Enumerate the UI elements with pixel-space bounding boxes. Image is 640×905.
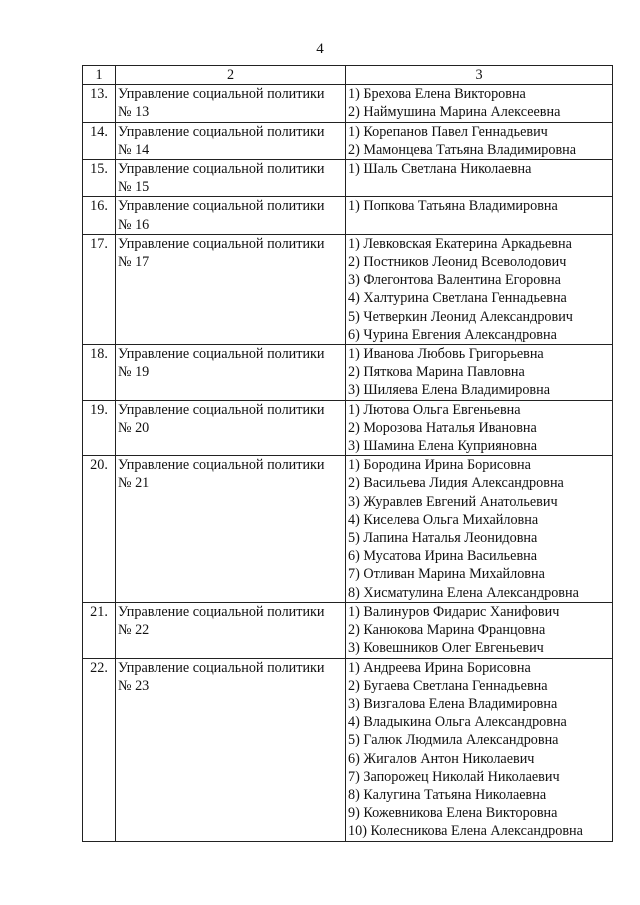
persons-cell (346, 234, 613, 344)
table-row (83, 197, 613, 234)
person-name: 7) Отливан Марина Михайловна (348, 566, 545, 583)
department-cell (116, 456, 346, 603)
table-row (83, 345, 613, 401)
department-name: Управление социальной политики (118, 603, 325, 620)
department-name: Управление социальной политики (118, 457, 325, 474)
person-name: 2) Постников Леонид Всеволодович (348, 254, 567, 271)
page-number: 4 (316, 41, 324, 57)
table-row (83, 456, 613, 603)
department-cell (116, 400, 346, 456)
department-number: № 15 (118, 179, 150, 196)
person-name: 1) Валинуров Фидарис Ханифович (348, 603, 560, 620)
row-number: 20. (83, 456, 116, 603)
person-name: 3) Шиляева Елена Владимировна (348, 382, 551, 399)
row-number: 18. (83, 345, 116, 401)
table-row (83, 658, 613, 841)
person-name: 1) Попкова Татьяна Владимировна (348, 198, 558, 215)
person-name: 1) Андреева Ирина Борисовна (348, 659, 531, 676)
department-cell (116, 197, 346, 234)
person-name: 5) Четверкин Леонид Александрович (348, 308, 573, 325)
person-name: 2) Васильева Лидия Александровна (348, 475, 564, 492)
department-name: Управление социальной политики (118, 346, 325, 363)
row-number: 19. (83, 400, 116, 456)
department-cell (116, 658, 346, 841)
person-name: 8) Калугина Татьяна Николаевна (348, 786, 547, 803)
person-name: 2) Пяткова Марина Павловна (348, 364, 525, 381)
person-name: 2) Наймушина Марина Алексеевна (348, 104, 561, 121)
table-row (83, 85, 613, 122)
persons-cell (346, 160, 613, 197)
table-row (83, 234, 613, 344)
person-name: 1) Левковская Екатерина Аркадьевна (348, 235, 572, 252)
person-name: 5) Галюк Людмила Александровна (348, 732, 559, 749)
department-number: № 20 (118, 419, 150, 436)
department-name: Управление социальной политики (118, 161, 325, 178)
persons-cell (346, 122, 613, 159)
table-body (83, 85, 613, 841)
person-name: 6) Жигалов Антон Николаевич (348, 750, 535, 767)
table-row (83, 400, 613, 456)
person-name: 3) Шамина Елена Куприяновна (348, 438, 538, 455)
header-row (83, 66, 613, 85)
department-cell (116, 345, 346, 401)
department-name: Управление социальной политики (118, 235, 325, 252)
persons-cell (346, 197, 613, 234)
persons-cell (346, 85, 613, 122)
person-name: 2) Бугаева Светлана Геннадьевна (348, 677, 548, 694)
persons-cell (346, 400, 613, 456)
person-name: 1) Шаль Светлана Николаевна (348, 161, 532, 178)
row-number: 21. (83, 602, 116, 658)
row-number: 17. (83, 234, 116, 344)
row-number: 14. (83, 122, 116, 159)
person-name: 2) Морозова Наталья Ивановна (348, 419, 537, 436)
person-name: 1) Иванова Любовь Григорьевна (348, 346, 544, 363)
person-name: 9) Кожевникова Елена Викторовна (348, 805, 558, 822)
department-name: Управление социальной политики (118, 86, 325, 103)
department-cell (116, 234, 346, 344)
person-name: 3) Журавлев Евгений Анатольевич (348, 493, 558, 510)
persons-cell (346, 602, 613, 658)
department-cell (116, 602, 346, 658)
persons-cell (346, 456, 613, 603)
table-row (83, 122, 613, 159)
department-name: Управление социальной политики (118, 659, 325, 676)
person-name: 1) Бородина Ирина Борисовна (348, 457, 531, 474)
person-name: 1) Брехова Елена Викторовна (348, 86, 526, 103)
person-name: 3) Флегонтова Валентина Егоровна (348, 272, 561, 289)
person-name: 4) Киселева Ольга Михайловна (348, 511, 539, 528)
department-number: № 13 (118, 104, 150, 121)
column-header-persons: 3 (346, 66, 613, 85)
person-name: 2) Канюкова Марина Францовна (348, 622, 546, 639)
person-name: 1) Лютова Ольга Евгеньевна (348, 401, 521, 418)
department-cell (116, 160, 346, 197)
row-number: 15. (83, 160, 116, 197)
row-number: 22. (83, 658, 116, 841)
person-name: 2) Мамонцева Татьяна Владимировна (348, 141, 577, 158)
department-number: № 16 (118, 216, 150, 233)
person-name: 1) Корепанов Павел Геннадьевич (348, 123, 548, 140)
person-name: 4) Владыкина Ольга Александровна (348, 714, 567, 731)
department-name: Управление социальной политики (118, 123, 325, 140)
department-name: Управление социальной политики (118, 198, 325, 215)
department-number: № 19 (118, 364, 150, 381)
department-number: № 22 (118, 622, 150, 639)
department-number: № 17 (118, 254, 150, 271)
person-name: 8) Хисматулина Елена Александровна (348, 584, 579, 601)
department-cell (116, 122, 346, 159)
department-number: № 21 (118, 475, 150, 492)
person-name: 5) Лапина Наталья Леонидовна (348, 530, 538, 547)
person-name: 4) Халтурина Светлана Геннадьевна (348, 290, 567, 307)
members-table (82, 65, 613, 842)
person-name: 3) Ковешников Олег Евгеньевич (348, 640, 544, 657)
department-number: № 14 (118, 141, 150, 158)
persons-cell (346, 345, 613, 401)
person-name: 6) Мусатова Ирина Васильевна (348, 548, 538, 565)
person-name: 3) Визгалова Елена Владимировна (348, 695, 558, 712)
person-name: 10) Колесникова Елена Александровна (348, 823, 583, 840)
persons-cell (346, 658, 613, 841)
department-name: Управление социальной политики (118, 401, 325, 418)
person-name: 6) Чурина Евгения Александровна (348, 326, 557, 343)
department-cell (116, 85, 346, 122)
table-row (83, 160, 613, 197)
person-name: 7) Запорожец Николай Николаевич (348, 768, 560, 785)
table-row (83, 602, 613, 658)
column-header-department: 2 (116, 66, 346, 85)
column-header-number: 1 (83, 66, 116, 85)
row-number: 13. (83, 85, 116, 122)
row-number: 16. (83, 197, 116, 234)
department-number: № 23 (118, 677, 150, 694)
